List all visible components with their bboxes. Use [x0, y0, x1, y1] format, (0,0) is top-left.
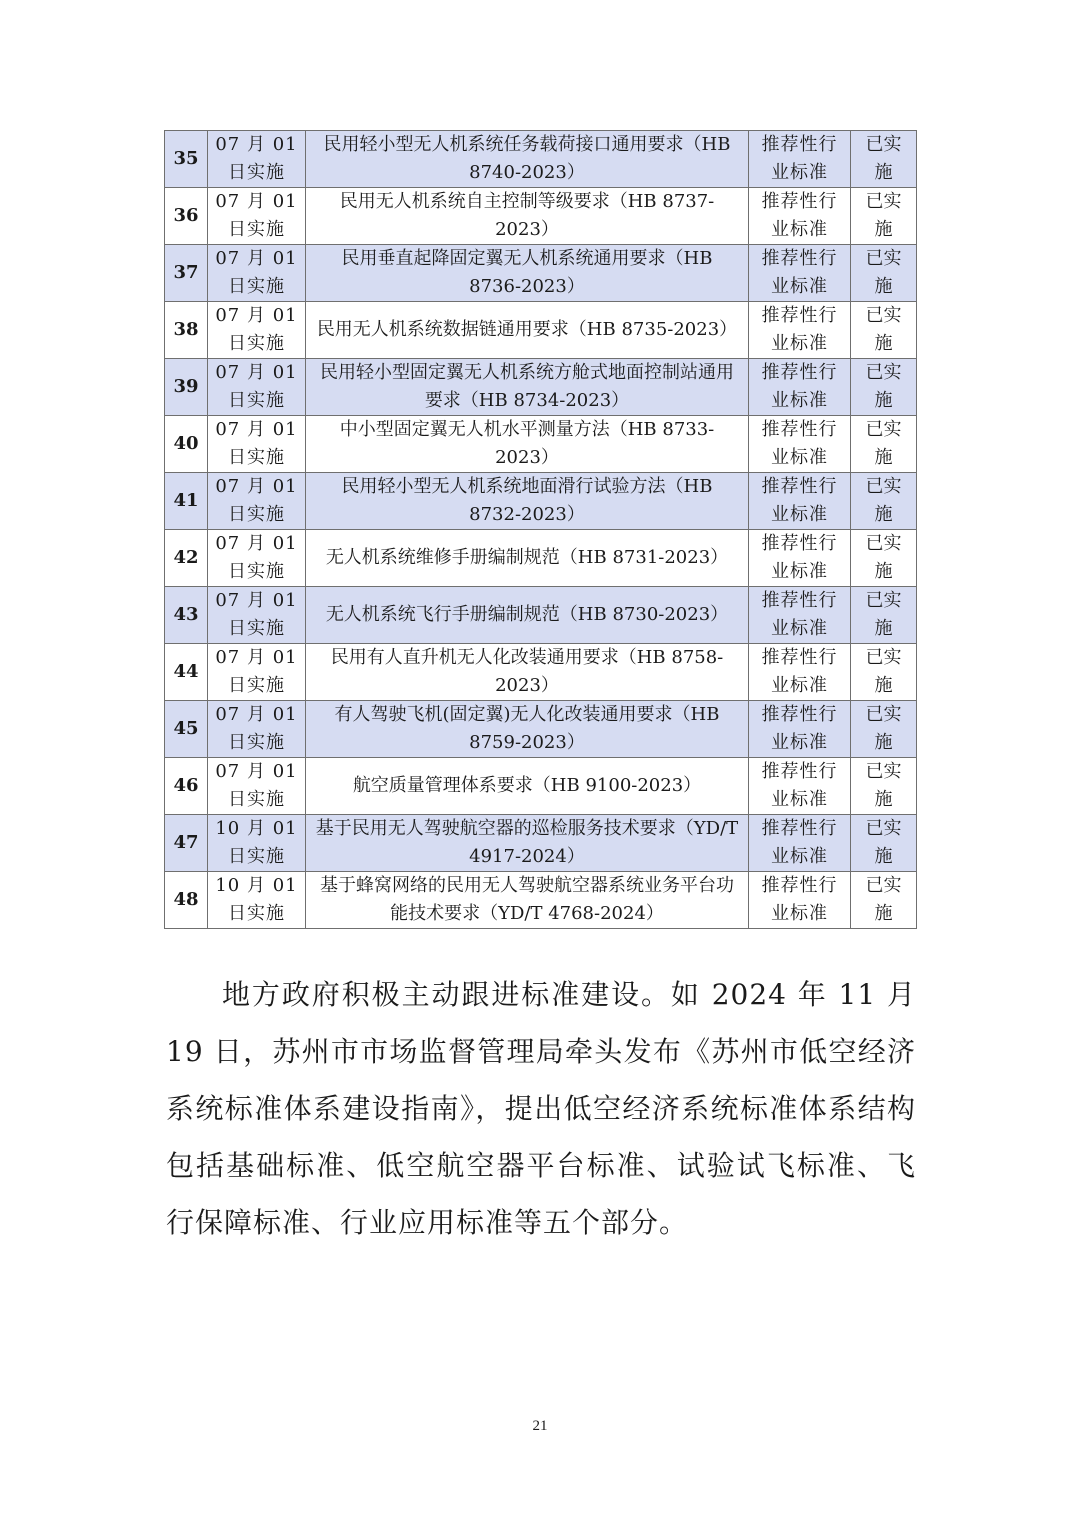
implementation-date: 07 月 01 日实施: [208, 530, 306, 587]
standard-status: 已实 施: [851, 188, 917, 245]
table-row: [165, 188, 917, 245]
standard-status: 已实 施: [851, 644, 917, 701]
standard-name: 民用无人机系统自主控制等级要求（HB 8737-2023）: [306, 188, 749, 245]
implementation-date: 07 月 01 日实施: [208, 188, 306, 245]
row-number: 47: [165, 815, 208, 872]
implementation-date: 10 月 01 日实施: [208, 815, 306, 872]
standard-status: 已实 施: [851, 530, 917, 587]
table-row: [165, 473, 917, 530]
standard-status: 已实 施: [851, 302, 917, 359]
table-row: [165, 416, 917, 473]
standard-type: 推荐性行 业标准: [749, 872, 851, 929]
standard-status: 已实 施: [851, 872, 917, 929]
standard-status: 已实 施: [851, 815, 917, 872]
standard-name: 民用轻小型固定翼无人机系统方舱式地面控制站通用要求（HB 8734-2023）: [306, 359, 749, 416]
implementation-date: 10 月 01 日实施: [208, 872, 306, 929]
standard-name: 民用轻小型无人机系统地面滑行试验方法（HB 8732-2023）: [306, 473, 749, 530]
row-number: 42: [165, 530, 208, 587]
row-number: 44: [165, 644, 208, 701]
implementation-date: 07 月 01 日实施: [208, 758, 306, 815]
implementation-date: 07 月 01 日实施: [208, 245, 306, 302]
row-number: 41: [165, 473, 208, 530]
standard-name: 基于民用无人驾驶航空器的巡检服务技术要求（YD/T 4917-2024）: [306, 815, 749, 872]
body-paragraph: 地方政府积极主动跟进标准建设。如 2024 年 11 月 19 日，苏州市市场监督管理局牵头发布《苏州市低空经济系统标准体系建设指南》，提出低空经济系统标准体系结构包括基础标准、低空航空器平台标准、试验试飞标准、飞行保障标准、行业应用标准等五个部分。: [166, 978, 916, 1239]
standard-name: 无人机系统飞行手册编制规范（HB 8730-2023）: [306, 587, 749, 644]
standard-type: 推荐性行 业标准: [749, 473, 851, 530]
standard-type: 推荐性行 业标准: [749, 302, 851, 359]
row-number: 38: [165, 302, 208, 359]
implementation-date: 07 月 01 日实施: [208, 359, 306, 416]
standard-status: 已实 施: [851, 758, 917, 815]
standard-type: 推荐性行 业标准: [749, 131, 851, 188]
table-row: [165, 815, 917, 872]
row-number: 39: [165, 359, 208, 416]
standard-name: 民用轻小型无人机系统任务载荷接口通用要求（HB 8740-2023）: [306, 131, 749, 188]
standard-name: 中小型固定翼无人机水平测量方法（HB 8733-2023）: [306, 416, 749, 473]
row-number: 37: [165, 245, 208, 302]
standard-status: 已实 施: [851, 473, 917, 530]
row-number: 48: [165, 872, 208, 929]
table-row: [165, 302, 917, 359]
implementation-date: 07 月 01 日实施: [208, 302, 306, 359]
standard-status: 已实 施: [851, 701, 917, 758]
standard-name: 民用有人直升机无人化改装通用要求（HB 8758-2023）: [306, 644, 749, 701]
standard-type: 推荐性行 业标准: [749, 644, 851, 701]
standard-type: 推荐性行 业标准: [749, 359, 851, 416]
standard-type: 推荐性行 业标准: [749, 815, 851, 872]
row-number: 35: [165, 131, 208, 188]
implementation-date: 07 月 01 日实施: [208, 416, 306, 473]
row-number: 46: [165, 758, 208, 815]
standards-table: [164, 130, 917, 929]
standard-type: 推荐性行 业标准: [749, 416, 851, 473]
standard-type: 推荐性行 业标准: [749, 530, 851, 587]
implementation-date: 07 月 01 日实施: [208, 131, 306, 188]
table-row: [165, 131, 917, 188]
table-row: [165, 701, 917, 758]
implementation-date: 07 月 01 日实施: [208, 587, 306, 644]
table-row: [165, 644, 917, 701]
standard-type: 推荐性行 业标准: [749, 188, 851, 245]
implementation-date: 07 月 01 日实施: [208, 473, 306, 530]
standard-name: 民用无人机系统数据链通用要求（HB 8735-2023）: [306, 302, 749, 359]
page-number: 21: [532, 1418, 548, 1434]
row-number: 45: [165, 701, 208, 758]
row-number: 40: [165, 416, 208, 473]
standard-type: 推荐性行 业标准: [749, 587, 851, 644]
standard-status: 已实 施: [851, 245, 917, 302]
table-row: [165, 530, 917, 587]
standard-status: 已实 施: [851, 416, 917, 473]
implementation-date: 07 月 01 日实施: [208, 644, 306, 701]
table-row: [165, 587, 917, 644]
standard-type: 推荐性行 业标准: [749, 758, 851, 815]
table-row: [165, 359, 917, 416]
standard-name: 基于蜂窝网络的民用无人驾驶航空器系统业务平台功能技术要求（YD/T 4768-2024）: [306, 872, 749, 929]
standard-status: 已实 施: [851, 131, 917, 188]
table-row: [165, 872, 917, 929]
table-row: [165, 758, 917, 815]
standard-name: 有人驾驶飞机(固定翼)无人化改装通用要求（HB 8759-2023）: [306, 701, 749, 758]
standard-name: 航空质量管理体系要求（HB 9100-2023）: [306, 758, 749, 815]
standard-type: 推荐性行 业标准: [749, 245, 851, 302]
row-number: 43: [165, 587, 208, 644]
row-number: 36: [165, 188, 208, 245]
standard-name: 无人机系统维修手册编制规范（HB 8731-2023）: [306, 530, 749, 587]
standard-type: 推荐性行 业标准: [749, 701, 851, 758]
standard-name: 民用垂直起降固定翼无人机系统通用要求（HB 8736-2023）: [306, 245, 749, 302]
standard-status: 已实 施: [851, 587, 917, 644]
implementation-date: 07 月 01 日实施: [208, 701, 306, 758]
standard-status: 已实 施: [851, 359, 917, 416]
table-row: [165, 245, 917, 302]
